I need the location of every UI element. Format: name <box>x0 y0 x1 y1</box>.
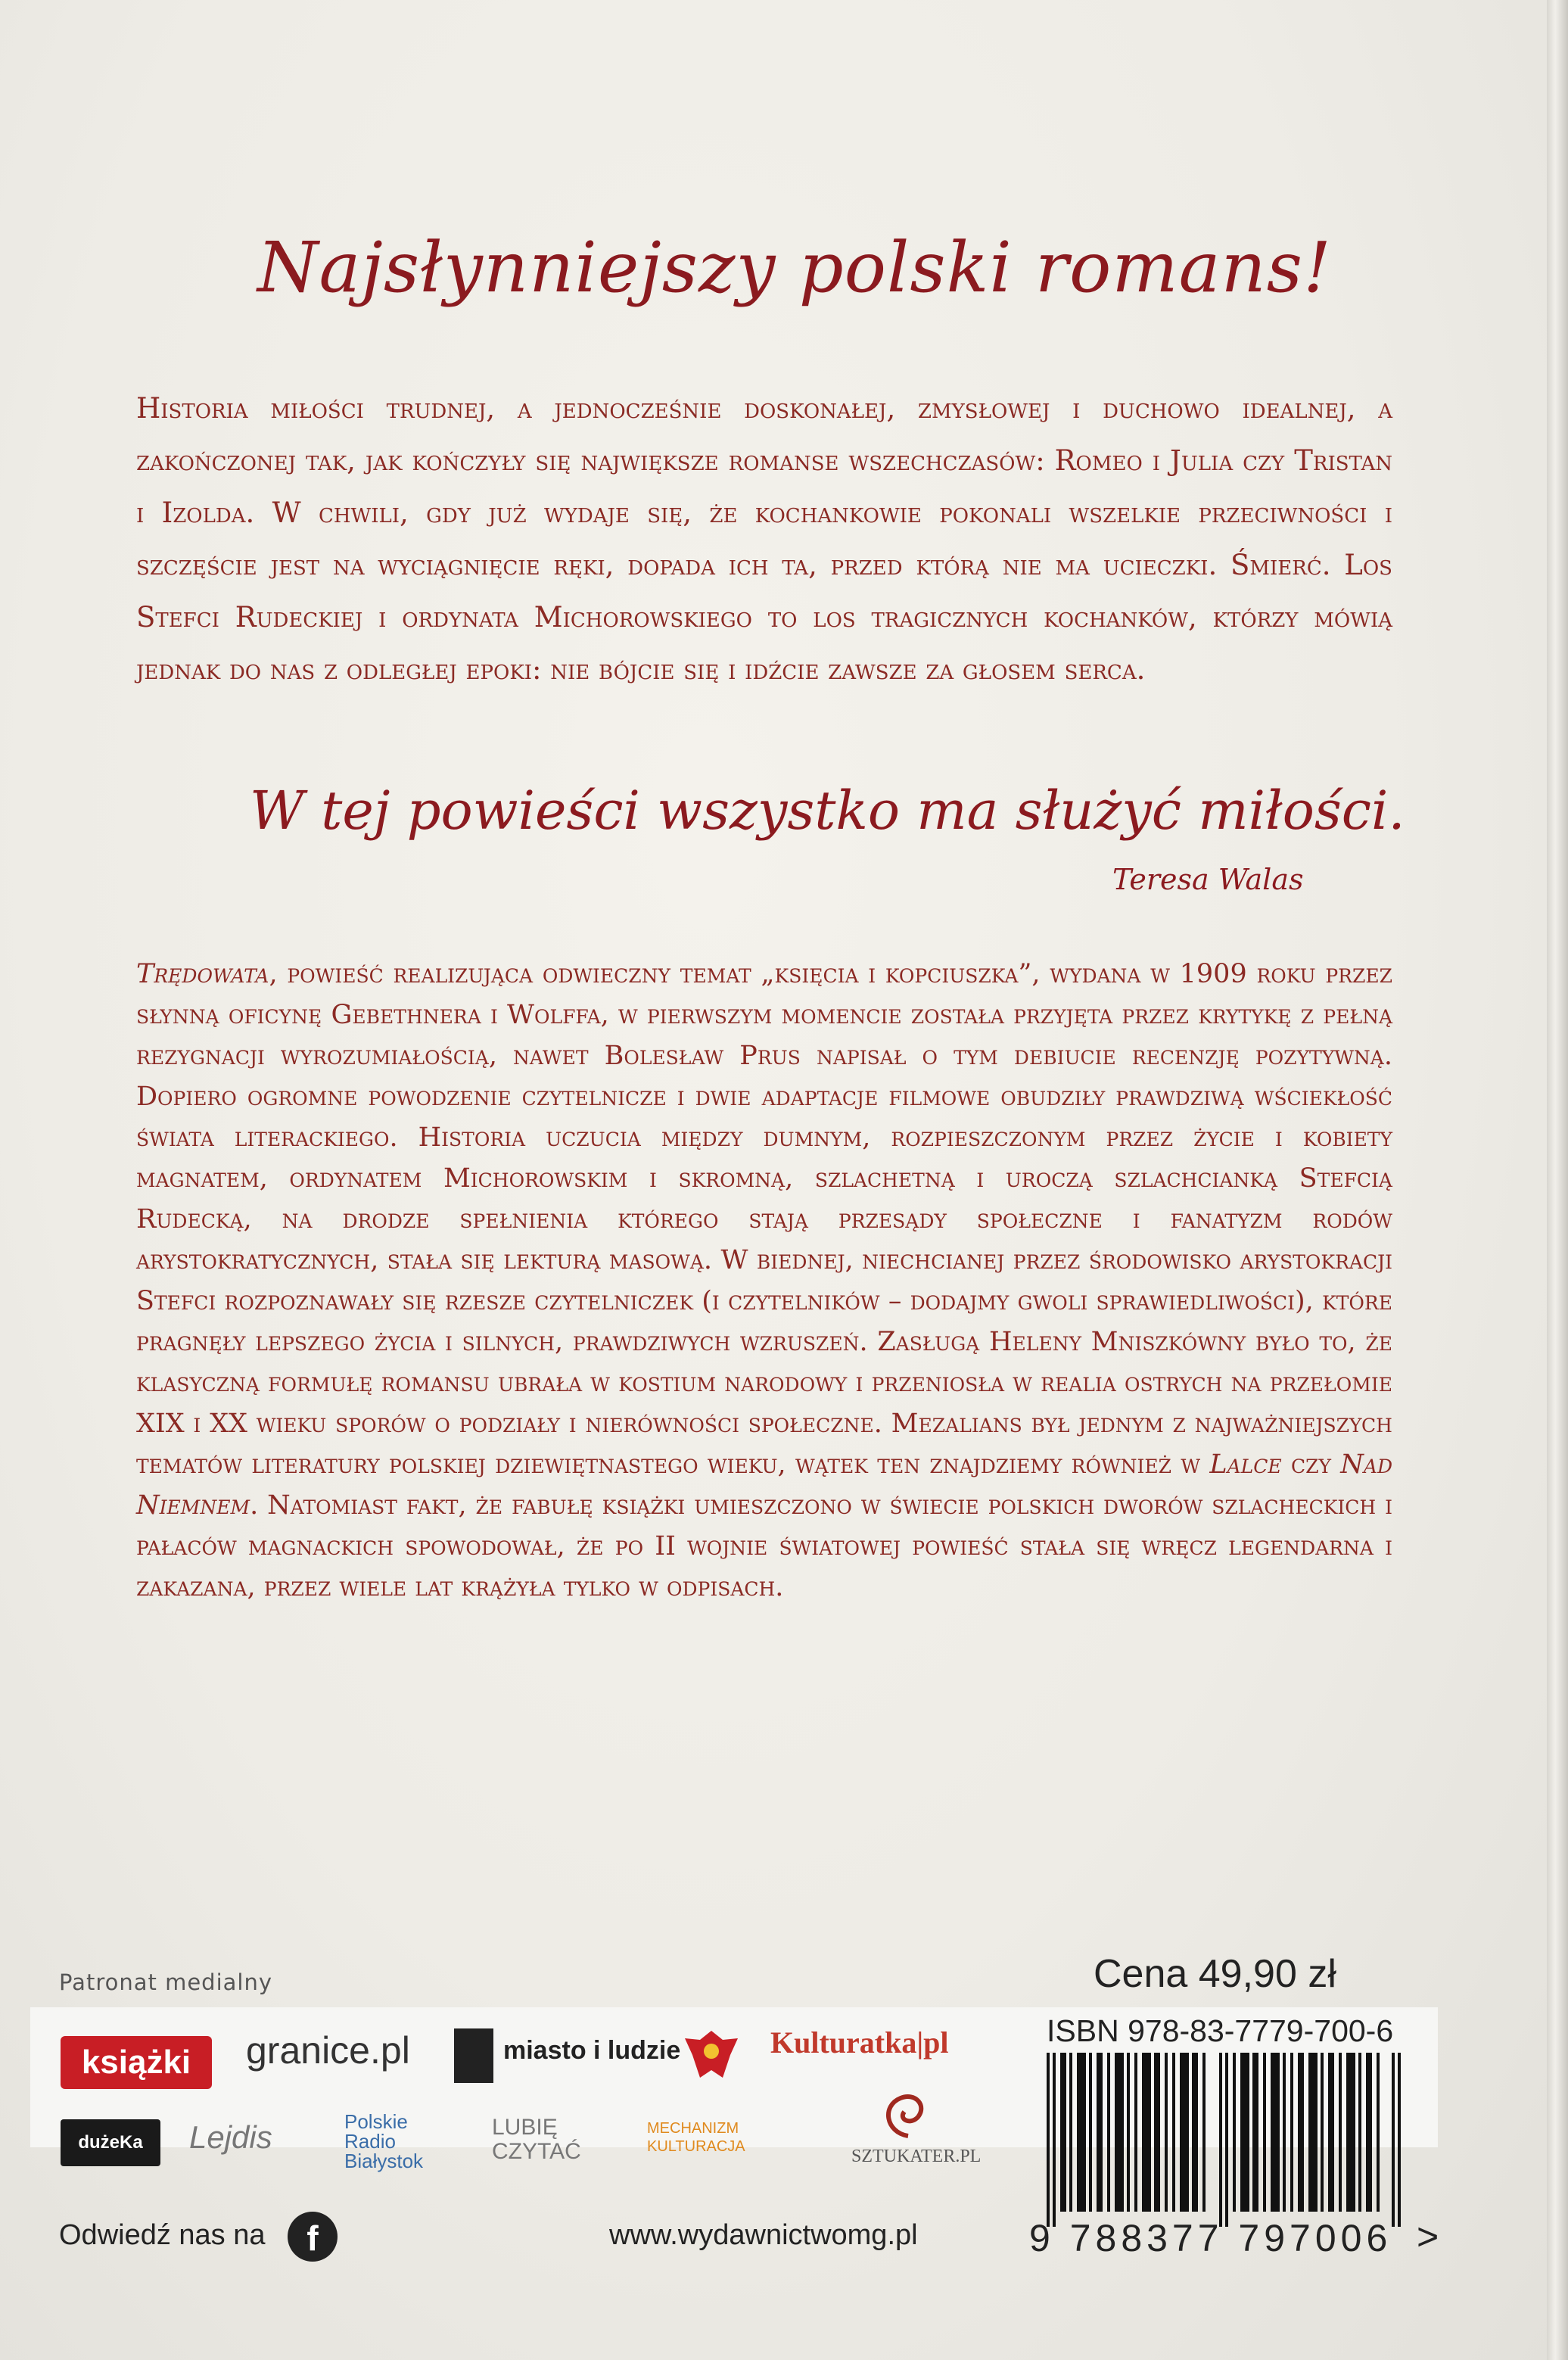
quote-author: Teresa Walas <box>1112 863 1304 896</box>
barcode <box>1047 2053 1402 2227</box>
patronat-label: Patronat medialny <box>59 1969 273 1995</box>
lejdis-logo: Lejdis <box>189 2119 272 2155</box>
sztukater-swirl-icon <box>874 2083 942 2144</box>
miasto-logo-mark <box>454 2028 493 2083</box>
duze-ka-logo: dużeKa <box>61 2119 160 2166</box>
sztukater-logo: SZTUKATER.PL <box>851 2147 982 2166</box>
headline: Najsłynniejszy polski romans! <box>257 227 1332 308</box>
body-paragraph <box>136 954 1392 1608</box>
radio-bialystok-logo: Polskie Radio Białystok <box>344 2110 424 2172</box>
eagle-icon <box>677 2025 745 2085</box>
granice-logo: granice.pl <box>246 2029 410 2072</box>
title-lalka: Lalce <box>1209 1449 1282 1480</box>
quote-text: W tej powieści wszystko ma służyć miłości. <box>250 780 1405 842</box>
barcode-digits: 9 788377 797006 <box>1029 2217 1392 2259</box>
kulturatka-logo: Kulturatka|pl <box>770 2025 949 2060</box>
price: Cena 49,90 zł <box>1094 1952 1336 1996</box>
miasto-logo: miasto i ludzie <box>503 2036 681 2065</box>
body-text-2: . Natomiast fakt, że fabułę książki umieszczono w świecie polskich dworów szlacheckich i pałaców magnackich spowodował, że po II wojnie światowej powieść stała się wręcz legendarna i zakazana, przez wiele lat krążyła tylko w odpisach. <box>136 1490 1392 1602</box>
cover-edge <box>1547 0 1568 2360</box>
title-nad-niemnem: Nad Niemnem <box>136 1449 1392 1521</box>
website-link[interactable]: www.wydawnictwomg.pl <box>609 2219 918 2251</box>
title-trędowata: Trędowata <box>136 959 269 989</box>
ksiazki-logo: książki <box>61 2036 212 2089</box>
body-text-czy: czy <box>1281 1449 1341 1480</box>
isbn: ISBN 978-83-7779-700-6 <box>1047 2013 1394 2048</box>
lubie-czytac-logo: LUBIĘ CZYTAĆ <box>492 2115 581 2164</box>
visit-label: Odwiedź nas na <box>59 2219 266 2251</box>
barcode-arrow: > <box>1417 2215 1439 2258</box>
intro-paragraph: Historia miłości trudnej, a jednocześnie doskonałej, zmysłowej i duchowo idealnej, a zakończonej tak, jak kończyły się największe romanse wszechczasów: Romeo i Julia czy Tristan i Izolda. W chwili, gdy już wydaje się, że kochankowie pokonali wszelkie przeciwności i szczęście jest na wyciągnięcie ręki, dopada ich ta, przed którą nie ma ucieczki. Śmierć. Los Stefci Rudeckiej i ordynata Michorowskiego to los tragicznych kochanków, którzy mówią jednak do nas z odległej epoki: nie bójcie się i idźcie zawsze za głosem serca. <box>136 392 1392 686</box>
mechanizm-kulturacja-logo: MECHANIZM KULTURACJA <box>647 2120 745 2155</box>
facebook-icon[interactable]: f <box>288 2212 338 2262</box>
body-text-1: , powieść realizująca odwieczny temat „księcia i kopciuszka”, wydana w 1909 roku przez słynną oficynę Gebethnera i Wolffa, w pierwszym momencie została przyjęta przez krytykę z pełną rezygnacji wyrozumiałością, nawet Bolesław Prus napisał o tym debiucie recenzję pozytywną. Dopiero ogromne powodzenie czytelnicze i dwie adaptacje filmowe obudziły prawdziwą wściekłość świata literackiego. Historia uczucia między dumnym, rozpieszczonym przez życie i kobiety magnatem, ordynatem Michorowskim i skromną, szlachetną i uroczą szlachcianką Stefcią Rudecką, na drodze spełnienia którego stają przesądy społeczne i fanatyzm rodów arystokratycznych, stała się lekturą masową. W biednej, niechcianej przez środowisko arystokracji Stefci rozpoznawały się rzesze czytelniczek (i czytelników – dodajmy gwoli sprawiedliwości), które pragnęły lepszego życia i silnych, prawdziwych wzruszeń. Zasługą Heleny Mniszkówny było to, że klasyczną formułę romansu ubrała w kostium narodowy i przeniosła w realia ostrych na przełomie XIX i XX wieku sporów o podziały i nierówności społeczne. Mezalians był jednym z najważniejszych tematów literatury polskiej dziewiętnastego wieku, wątek ten znajdziemy również w <box>136 959 1392 1480</box>
